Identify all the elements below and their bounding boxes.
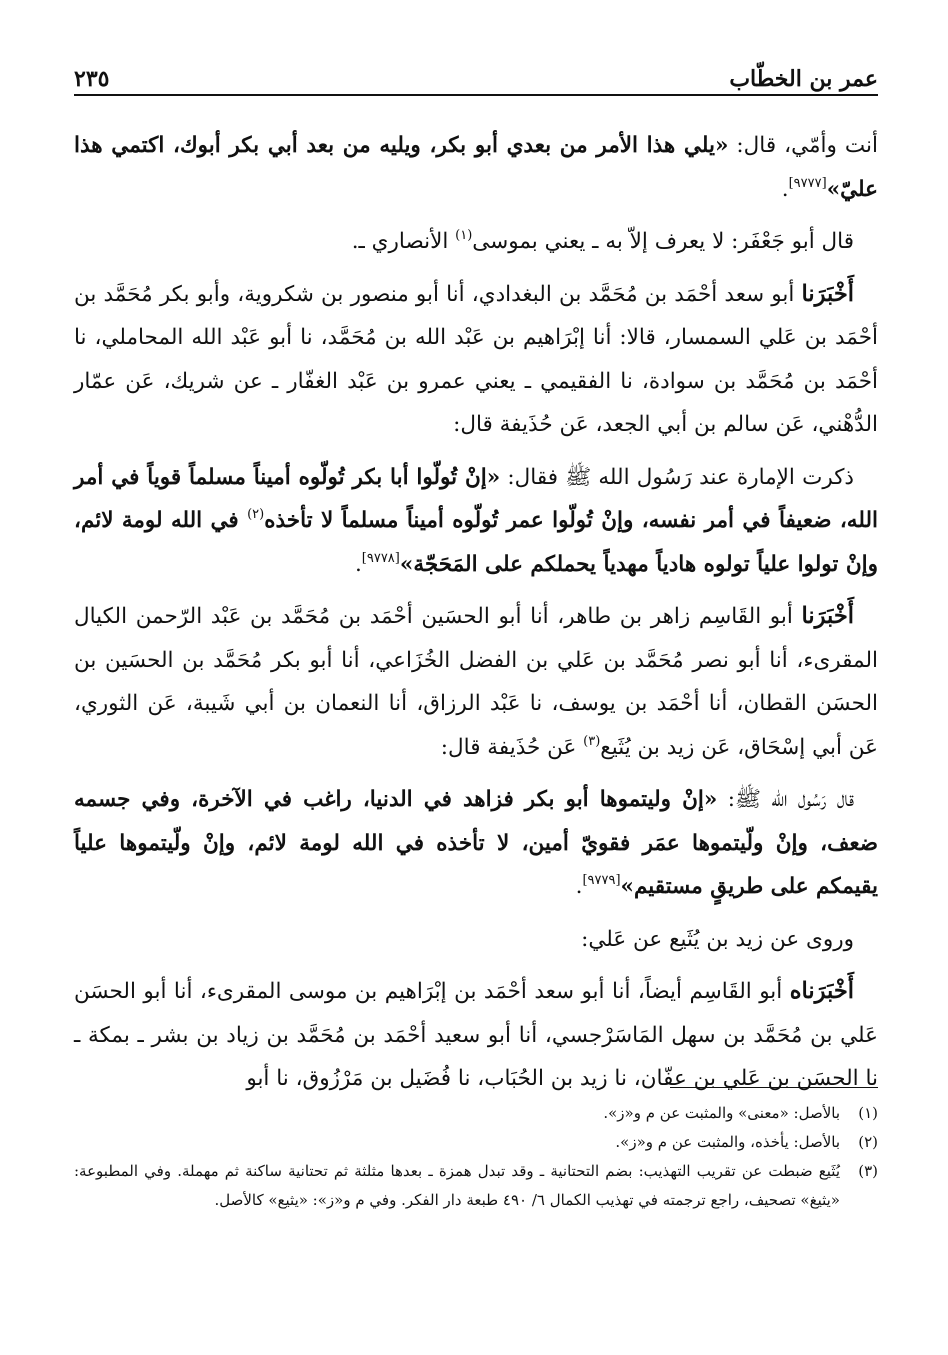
running-header bbox=[74, 62, 878, 96]
text-segment: أنت وأمّي، قال: bbox=[728, 133, 878, 158]
isnad-lead-word: أَخْبَرَناه bbox=[789, 978, 854, 1004]
paragraph bbox=[74, 918, 878, 962]
main-text bbox=[74, 124, 878, 1110]
paragraph bbox=[74, 220, 878, 264]
paragraph bbox=[74, 970, 878, 1101]
footnote bbox=[74, 1099, 878, 1128]
footnote-separator bbox=[670, 1087, 878, 1088]
header-rule bbox=[74, 94, 878, 96]
text-segment: قال أبو جَعْفَر: لا يعرف إلاّ به ـ يعني بموسى bbox=[472, 229, 854, 254]
footnote-ref: (١) bbox=[455, 228, 473, 243]
footnote-ref: (٣) bbox=[583, 733, 601, 749]
hadith-text: في الله لومة لائم، وإنْ تولوا علياً تولوه هادياً مهدياً يحملكم على المَحَجّة» bbox=[74, 508, 878, 577]
isnad-lead-word: أَخْبَرَنا bbox=[801, 280, 854, 307]
text-segment: وروى عن زيد بن يُثَيع عن عَلي: bbox=[581, 926, 854, 952]
text-segment: أبو القَاسِم زاهر بن طاهر، أنا أبو الحسَين أحْمَد بن مُحَمَّد بن عَبْد الرّحمن الكيال المقرىء، أنا أبو نصر مُحَمَّد بن عَلي بن الفضل الخُزَاعي، أنا أبو بكر مُحَمَّد بن الحسَين بن الحسَن القطان، أنا أحْمَد بن يوسف، نا عَبْد الرزاق، أنا النعمان بن أبي شَيبة، عَن الثوري، عَن أبي إسْحَاق، عَن زيد بن يُثَيع bbox=[74, 604, 878, 760]
text-segment: الأنصاري ـ. bbox=[351, 229, 456, 254]
footnote-number: (٣) bbox=[858, 1162, 878, 1180]
hadith-number: [٩٧٧٩] bbox=[582, 873, 621, 888]
hadith-number: [٩٧٧٧] bbox=[788, 175, 827, 191]
hadith-text: «إنْ تُولّوا أبا بكر تُولّوه أميناً مسلماً قوياً في أمر الله، ضعيفاً في أمر نفسه، وإنْ تُولّوا عمر تُولّوه أميناً مسلماً لا تأخذه bbox=[74, 464, 878, 533]
isnad-lead-word: أَخْبَرَنا bbox=[801, 603, 854, 629]
page-number: ٢٣٥ bbox=[74, 66, 110, 92]
paragraph bbox=[74, 595, 878, 769]
paragraph bbox=[74, 456, 878, 587]
footnotes bbox=[74, 1099, 878, 1215]
footnote-ref: (٢) bbox=[247, 507, 265, 522]
footnote-number: (٢) bbox=[858, 1133, 878, 1151]
text-segment: . bbox=[781, 176, 789, 202]
header-title: عمر بن الخطّاب bbox=[729, 66, 878, 92]
footnote-text: بالأصل: يأخذه، والمثبت عن م و«ز». bbox=[615, 1133, 840, 1151]
text-segment: . bbox=[575, 874, 583, 899]
hadith-text: «إنْ وليتموها أبو بكر فزاهد في الدنيا، راغب في الآخرة، وفي جسمه ضعف، وإنْ ولّيتموها عمَر فقويّ أمين، لا تأخذه في الله لومة لائم، وإنْ ولّيتموها علياً يقيمكم على طريقٍ مستقيم» bbox=[74, 787, 878, 899]
paragraph bbox=[74, 124, 878, 211]
hadith-text: «يلي هذا الأمر من بعدي أبو بكر، ويليه من بعد أبي بكر أبوك، اكتمي هذا عليّ» bbox=[74, 133, 878, 202]
hadith-number: [٩٧٧٨] bbox=[361, 550, 400, 566]
footnote-number: (١) bbox=[858, 1104, 878, 1122]
text-segment: عَن حُذَيفة قال: bbox=[440, 734, 584, 760]
text-segment: . bbox=[354, 551, 362, 577]
text-segment: ذكرت الإمارة عند رَسُول الله ﷺ فقال: bbox=[500, 464, 855, 490]
text-segment: أبو سعد أحْمَد بن مُحَمَّد بن البغدادي، أنا أبو منصور بن شكروية، وأبو بكر مُحَمَّد بن أحْمَد بن عَلي السمسار، قالا: أنا إبْرَاهيم بن عَبْد الله بن مُحَمَّد، نا أبو عَبْد الله المحاملي، نا أحْمَد بن مُحَمَّد بن سوادة، نا الفقيمي ـ يعني عمرو بن عَبْد الغفّار ـ عن شريك، عَن عمّار الدُّهْني، عَن سالم بن أبي الجعد، عَن حُذَيفة قال: bbox=[74, 281, 878, 437]
footnote bbox=[74, 1157, 878, 1215]
footnote-text: يُثَيع ضبطت عن تقريب التهذيب: بضم التحتانية ـ وقد تبدل همزة ـ بعدها مثلثة ثم تحتانية ساكنة ثم مهملة. وفي المطبوعة: «يثيغ» تصحيف، راجع ترجمته في تهذيب الكمال ٦/ ٤٩٠ طبعة دار الفكر. وفي م و«ز»: «يثيع» كالأصل. bbox=[74, 1162, 840, 1209]
paragraph bbox=[74, 778, 878, 909]
text-segment: أبو القَاسِم أيضاً، أنا أبو سعد أحْمَد بن إبْرَاهيم بن موسى المقرىء، أنا أبو الحسَن عَلي بن مُحَمَّد بن سهل المَاسَرْجسي، أنا أبو سعيد أحْمَد بن مُحَمَّد بن زياد بن بشر ـ بمكة ـ نا الحسَن بن عَلي بن عفّان، نا زيد بن الحُبَاب، نا فُضَيل بن مَرْزُوق، نا أبو bbox=[74, 979, 878, 1091]
paragraph bbox=[74, 273, 878, 447]
footnote bbox=[74, 1128, 878, 1157]
text-segment: قال رَسُول الله ﷺ: bbox=[717, 787, 854, 812]
footnote-text: بالأصل: «معنى» والمثبت عن م و«ز». bbox=[603, 1104, 840, 1122]
